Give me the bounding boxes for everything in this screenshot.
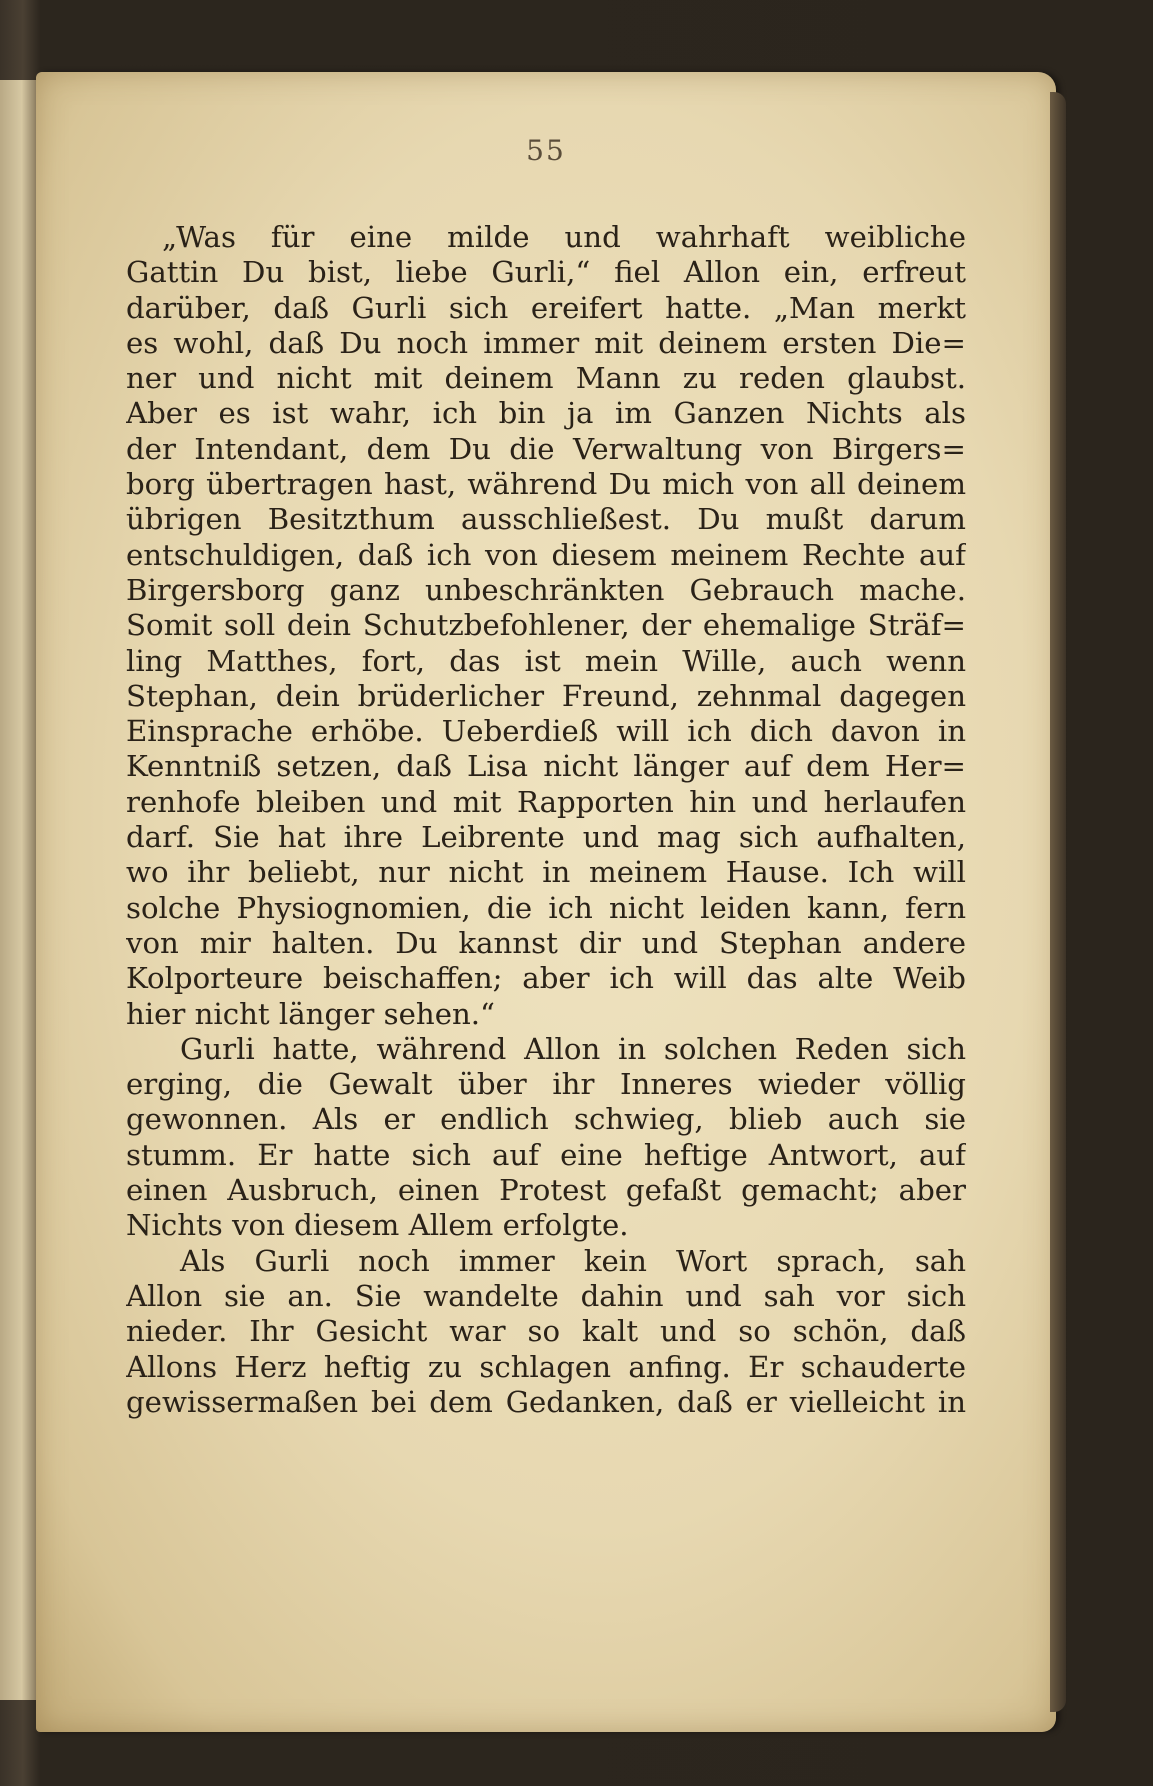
text-line: Als Gurli noch immer kein Wort sprach, sah [180,1243,966,1278]
text-line: entschuldigen, daß ich von diesem meinem Rechte auf [126,537,966,572]
text-line: Stephan, dein brüderlicher Freund, zehnmal dagegen [126,678,966,713]
text-line: nieder. Ihr Gesicht war so kalt und so schön, daß [126,1314,966,1349]
text-line: renhofe bleiben und mit Rapporten hin und herlaufen [126,784,966,819]
text-line: darf. Sie hat ihre Leibrente und mag sich aufhalten, [126,820,966,855]
book-page [36,72,1056,1732]
text-line: ner und nicht mit deinem Mann zu reden glaubst. [126,361,966,396]
text-line: einen Ausbruch, einen Protest gefaßt gemacht; aber [126,1173,966,1208]
page-number: 55 [526,134,566,167]
text-line: Birgersborg ganz unbeschränkten Gebrauch mache. [126,572,966,607]
text-line: gewissermaßen bei dem Gedanken, daß er vielleicht in [126,1384,966,1419]
text-line: wo ihr beliebt, nur nicht in meinem Hause. Ich will [126,855,966,890]
text-line: Kenntniß setzen, daß Lisa nicht länger auf dem Her= [126,749,966,784]
book-spine-edge [1050,92,1066,1712]
text-line: übrigen Besitzthum ausschließest. Du mußt darum [126,502,966,537]
text-line: stumm. Er hatte sich auf eine heftige Antwort, auf [126,1137,966,1172]
body-text [126,220,966,1420]
text-line: Allons Herz heftig zu schlagen anfing. Er schauderte [126,1349,966,1384]
text-line: ling Matthes, fort, das ist mein Wille, auch wenn [126,643,966,678]
text-line: es wohl, daß Du noch immer mit deinem ersten Die= [126,325,966,360]
text-line: Gattin Du bist, liebe Gurli,“ fiel Allon ein, erfreut [126,255,966,290]
text-line: Nichts von diesem Allem erfolgte. [126,1208,629,1243]
previous-page-edge [0,80,38,1700]
text-line: darüber, daß Gurli sich ereifert hatte. „Man merkt [126,290,966,325]
text-line: borg übertragen hast, während Du mich von all deinem [126,467,966,502]
text-line: von mir halten. Du kannst dir und Stephan andere [126,925,966,960]
text-line: Allon sie an. Sie wandelte dahin und sah vor sich [126,1278,966,1313]
text-line: erging, die Gewalt über ihr Inneres wieder völlig [126,1067,966,1102]
text-line: Aber es ist wahr, ich bin ja im Ganzen Nichts als [126,396,966,431]
text-line: Einsprache erhöbe. Ueberdieß will ich dich davon in [126,714,966,749]
text-line: solche Physiognomien, die ich nicht leiden kann, fern [126,890,966,925]
text-line: Gurli hatte, während Allon in solchen Reden sich [180,1031,966,1066]
text-line: gewonnen. Als er endlich schwieg, blieb auch sie [126,1102,966,1137]
text-line: Somit soll dein Schutzbefohlener, der ehemalige Sträf= [126,608,966,643]
text-line: der Intendant, dem Du die Verwaltung von Birgers= [126,431,966,466]
text-line: hier nicht länger sehen.“ [126,996,495,1031]
text-line: Kolporteure beischaffen; aber ich will das alte Weib [126,961,966,996]
text-line: „Was für eine milde und wahrhaft weibliche [162,220,966,254]
